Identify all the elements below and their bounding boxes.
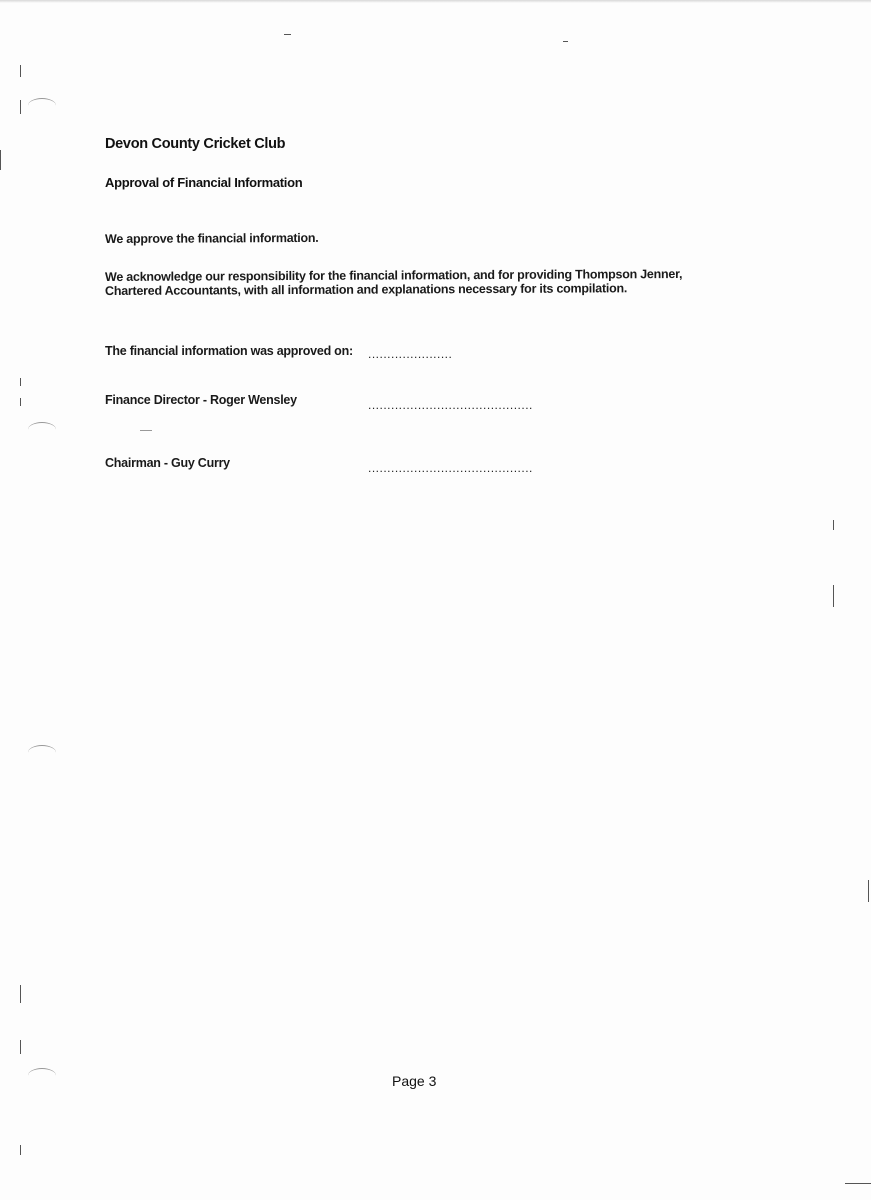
scan-speck bbox=[20, 398, 21, 406]
punch-hole-shadow bbox=[28, 745, 56, 760]
finance-director-label: Finance Director - Roger Wensley bbox=[105, 393, 297, 407]
scan-speck bbox=[20, 65, 21, 77]
approval-date-blank: ...................... bbox=[368, 347, 453, 361]
scan-speck bbox=[833, 585, 834, 607]
punch-hole-shadow bbox=[28, 422, 56, 437]
finance-director-signature-line: ........................................... bbox=[368, 398, 533, 412]
scan-speck bbox=[845, 1183, 871, 1184]
punch-hole-shadow bbox=[28, 98, 56, 113]
scan-speck bbox=[833, 520, 834, 530]
scan-speck bbox=[20, 985, 21, 1003]
approval-statement: We approve the financial information. bbox=[105, 230, 319, 246]
page-number: Page 3 bbox=[392, 1073, 437, 1089]
scan-speck bbox=[20, 378, 21, 386]
scan-edge bbox=[0, 0, 871, 3]
scan-speck bbox=[140, 430, 152, 431]
organisation-title: Devon County Cricket Club bbox=[105, 136, 286, 152]
scan-speck bbox=[284, 34, 291, 35]
section-heading: Approval of Financial Information bbox=[105, 175, 303, 190]
scan-speck bbox=[20, 1145, 21, 1155]
scan-speck bbox=[0, 150, 1, 170]
scan-speck bbox=[20, 1040, 21, 1054]
chairman-signature-line: ........................................... bbox=[368, 461, 533, 475]
chairman-label: Chairman - Guy Curry bbox=[105, 456, 230, 470]
scan-speck bbox=[563, 41, 568, 42]
scan-speck bbox=[20, 100, 21, 114]
acknowledgement-line-1: We acknowledge our responsibility for the financial information, and for providing Thompson Jenner, bbox=[105, 266, 683, 284]
punch-hole-shadow bbox=[28, 1068, 56, 1083]
scan-speck bbox=[868, 880, 869, 902]
approval-date-label: The financial information was approved on: bbox=[105, 344, 353, 358]
acknowledgement-line-2: Chartered Accountants, with all information and explanations necessary for its compilation. bbox=[105, 281, 628, 298]
